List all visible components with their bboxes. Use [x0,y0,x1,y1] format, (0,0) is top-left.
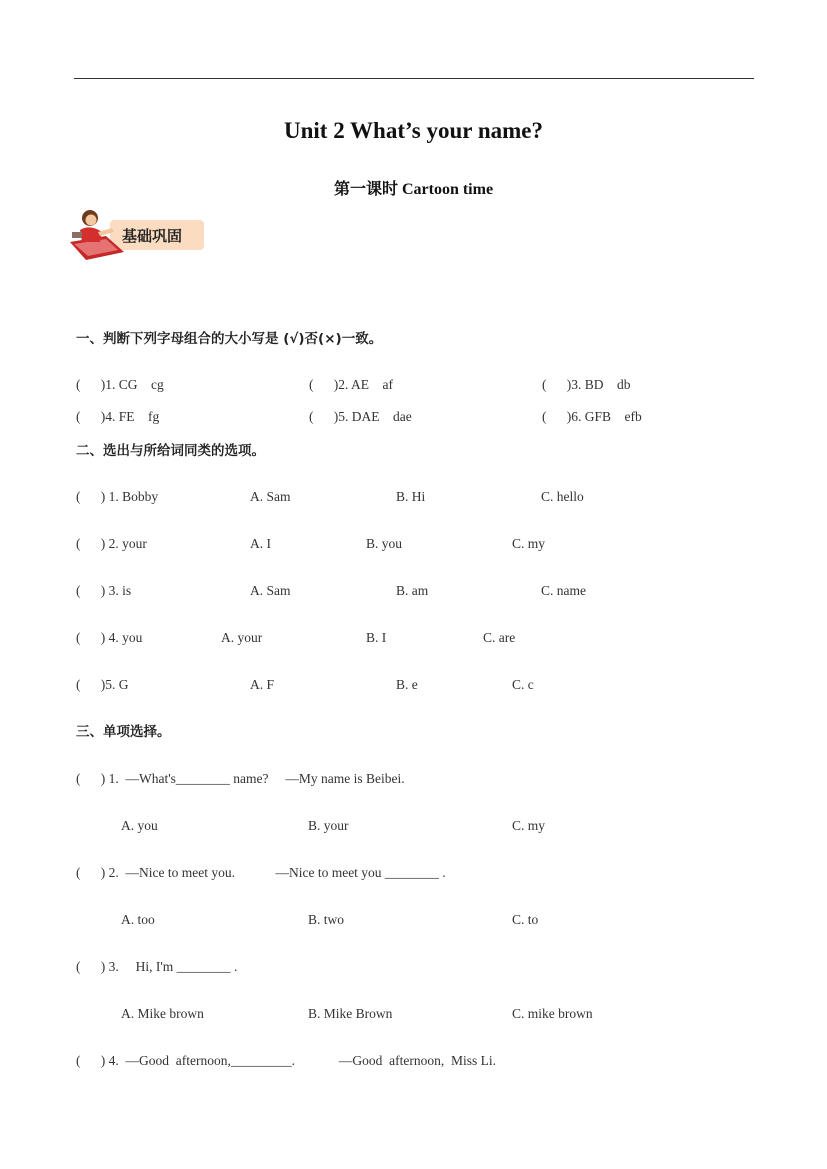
header-rule [74,78,754,79]
s3-q2-b: B. two [308,912,345,927]
s3-q2-c: C. to [512,912,539,927]
section1-heading: 一、判断下列字母组合的大小写是 (√)否(×)一致。 [76,331,383,347]
s3-q3-a: A. Mike brown [121,1006,204,1021]
section3-heading: 三、单项选择。 [76,724,171,740]
s2-q3-a: A. Sam [250,583,291,598]
s3-q2-a: A. too [121,912,155,927]
s2-q4-c: C. are [483,630,516,645]
s3-q3-c: C. mike brown [512,1006,593,1021]
s2-q4-b: B. I [366,630,387,645]
s1-item-1: ( )1. CG cg [76,377,164,392]
s3-q1-a: A. you [121,818,158,833]
s2-q3-c: C. name [541,583,586,598]
s3-q1-stem: ( ) 1. —What's________ name? —My name is Beibei. [76,771,405,786]
s2-q1-a: A. Sam [250,489,291,504]
s2-q5-stem: ( )5. G [76,677,129,692]
s2-q5-a: A. F [250,677,275,692]
s3-q1-b: B. your [308,818,349,833]
s3-q1-c: C. my [512,818,546,833]
badge-label: 基础巩固 [122,227,183,245]
s2-q4-stem: ( ) 4. you [76,630,143,645]
s2-q3-b: B. am [396,583,429,598]
page-title: Unit 2 What’s your name? [284,118,543,143]
s2-q1-stem: ( ) 1. Bobby [76,489,159,504]
s2-q4-a: A. your [221,630,263,645]
s1-item-3: ( )3. BD db [542,377,631,392]
s1-item-2: ( )2. AE af [309,377,393,392]
s2-q3-stem: ( ) 3. is [76,583,132,598]
s2-q1-c: C. hello [541,489,584,504]
s3-q3-stem: ( ) 3. Hi, I'm ________ . [76,959,238,974]
s2-q2-c: C. my [512,536,546,551]
s2-q1-b: B. Hi [396,489,426,504]
s1-item-4: ( )4. FE fg [76,409,160,424]
s3-q3-b: B. Mike Brown [308,1006,393,1021]
s2-q2-stem: ( ) 2. your [76,536,147,551]
s1-item-5: ( )5. DAE dae [309,409,412,424]
section2-heading: 二、选出与所给词同类的选项。 [76,443,265,459]
page-subtitle: 第一课时 Cartoon time [333,181,494,198]
s1-item-6: ( )6. GFB efb [542,409,642,424]
s2-q5-c: C. c [512,677,534,692]
s3-q2-stem: ( ) 2. —Nice to meet you. —Nice to meet you ________ . [76,865,446,880]
s3-q4-stem: ( ) 4. —Good afternoon,_________. —Good afternoon, Miss Li. [76,1053,496,1068]
section-badge [66,206,208,262]
s2-q5-b: B. e [396,677,418,692]
s2-q2-a: A. I [250,536,271,551]
s2-q2-b: B. you [366,536,403,551]
